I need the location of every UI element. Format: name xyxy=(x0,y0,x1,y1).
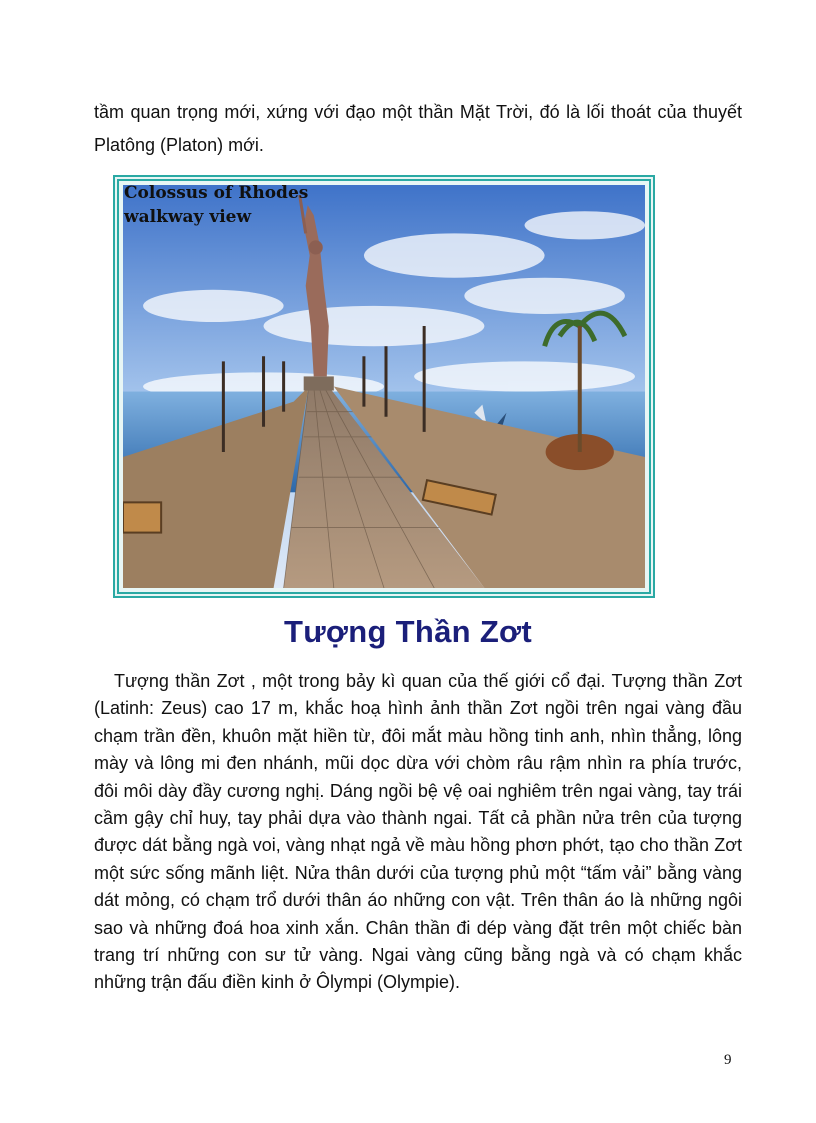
colossus-scene xyxy=(123,185,645,588)
body-paragraph: Tượng thần Zơt , một trong bảy kì quan của thế giới cổ đại. Tượng thần Zơt (Latinh: Zeus) cao 17 m, khắc hoạ hình ảnh thần Zơt ngồi trên ngai vàng đầu chạm trần đền, khuôn mặt hiền từ, đôi mắt màu hồng tinh anh, nhìn thẳng, lông mày và lông mi đen nhánh, mũi dọc dừa với chòm râu rậm nhìn ra phía trước, đôi môi dày đầy cương nghị. Dáng ngồi bệ vệ oai nghiêm trên ngai vàng, tay trái cầm gậy chỉ huy, tay phải dựa vào thành ngai. Tất cả phần nửa trên của tượng được dát bằng ngà voi, vàng nhạt ngả về màu hồng phơn phớt, tạo cho thần Zơt một sức sống mãnh liệt. Nửa thân dưới của tượng phủ một “tấm vải” bằng vàng dát mỏng, có chạm trổ dưới thân áo những con vật. Trên thân áo là những ngôi sao và những đoá hoa xinh xắn. Chân thần đi dép vàng đặt trên một chiếc bàn trang trí những con sư tử vàng. Ngai vàng cũng bằng ngà và có chạm khắc những trận đấu điền kinh ở Ôlympi (Olympie). xyxy=(94,671,742,993)
caption-line-1: Colossus of Rhodes xyxy=(124,183,309,203)
intro-paragraph: tầm quan trọng mới, xứng với đạo một thần Mặt Trời, đó là lối thoát của thuyết Platông (Platon) mới. xyxy=(94,102,742,155)
statue-pedestal xyxy=(304,376,334,390)
bench-left xyxy=(123,502,161,532)
section-heading: Tượng Thần Zơt xyxy=(283,614,533,649)
caption-line-2: walkway view xyxy=(124,207,252,227)
page-number: 9 xyxy=(724,1052,732,1068)
figure-caption xyxy=(124,181,308,229)
colossus-illustration xyxy=(113,175,655,598)
